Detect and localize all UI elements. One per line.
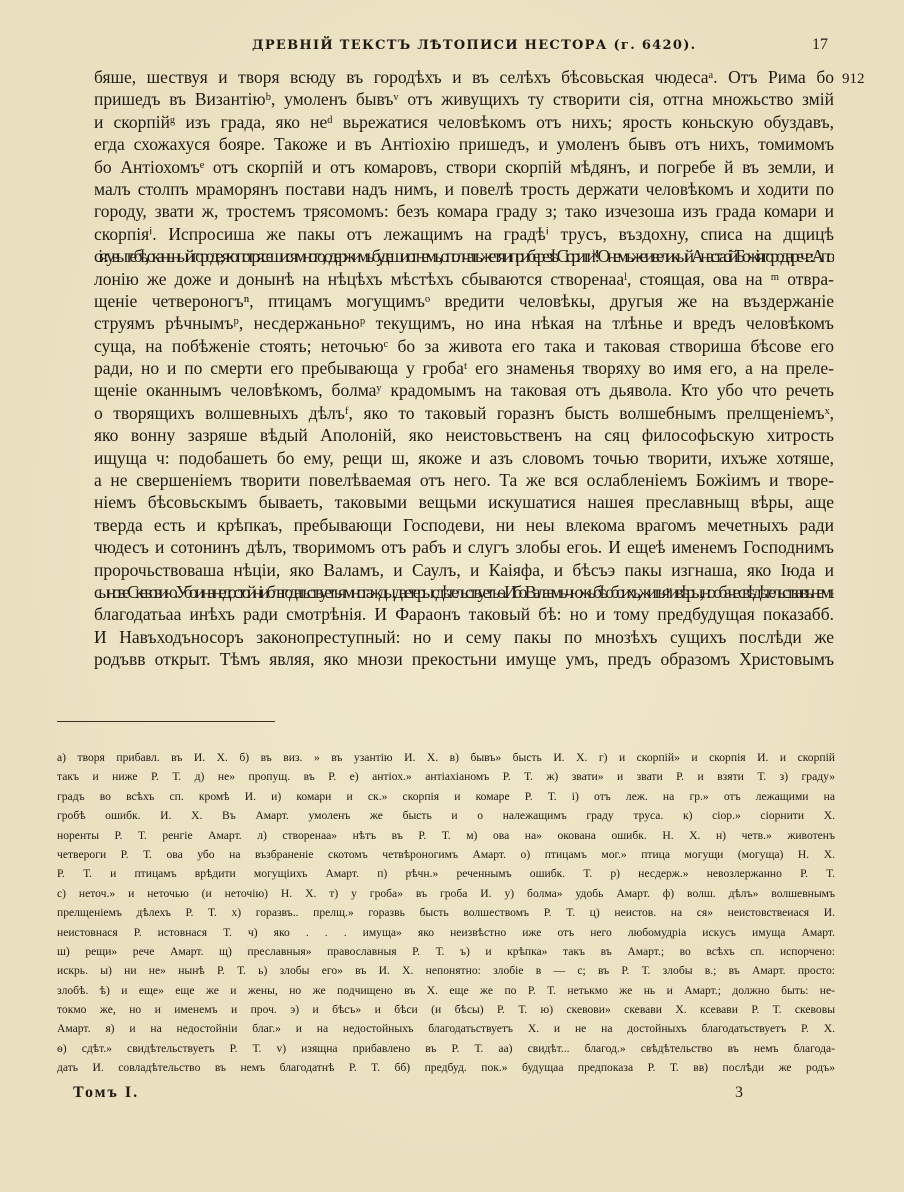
- text-line: тверда есть и крѣпкаъ, пребывающи Господеви, ни неы влекома врагомъ мечетныхъ ради: [94, 514, 834, 535]
- footnote-rule: [57, 721, 275, 722]
- page-footer: [57, 1084, 835, 1108]
- text-line: и скорпійᵍ изъ града, яко неᵈ вьрежатися человѣкомъ отъ нихъ; ярость коньскую обуздавъ,: [94, 111, 834, 132]
- signature-mark: 3: [735, 1084, 743, 1101]
- text-line: а не свершеніемъ творити повелѣваемая отъ него. Та же вся ослабленіемъ Божіимъ и творе-: [94, 470, 834, 491]
- footnote-line: токмо же, но и именемъ и проч. э) и бѣсъ» и бѣси (и бѣсы) Р. Т. ю) скевови» скевави Х. ксевави Р. Т. скевовы: [57, 1003, 835, 1017]
- text-line: о творящихъ волшевныхъ дѣлъᶠ, яко то таковый горазнъ бысть волшебнымъ прелщеніемъˣ,: [94, 402, 834, 423]
- text-line: щеніе оканнымъ человѣкомъ, болмаʸ крадомымъ на таковая отъ дьявола. Кто убо что речеть: [94, 380, 834, 401]
- text-line: скорпіяⁱ. Испросиша же пакы отъ лежащимъ на градѣⁱ трусъ, въздохну, списа на дщицѣ: [94, 223, 834, 244]
- footnote-line: четвероги Р. Т. ова убо на възбраненіе скотомъ четвѣроногимъ Амарт. о) птицамъ мог.» птица могущи (могуща) Н. Х.: [57, 847, 835, 861]
- footnote-line: норенты Р. Т. ренгіе Амарт. л) створенаа» нѣтъ въ Р. Т. м) ова на» окована ошибк. Н. Х. н) четв.» животенъ: [57, 828, 835, 842]
- footnote-line: ѳ) сдѣт.» свидѣтельствуетъ Р. Т. v) изящна прибавлено въ Р. Т. аа) свидѣт... благод.» свѣдѣтельство въ немъ благода-: [57, 1041, 835, 1055]
- footnote-line: а) творя прибавл. въ И. Х. б) въ виз. » въ узантію И. Х. в) бывъ» бысть И. Х. г) и скорпій» и скорпія И. и скорпій: [57, 751, 835, 764]
- footnote-line: Амарт. я) и на недостойніи благ.» и на недостойныхъ благодатьствуетъ Х. и не на достойныхъ благодатьствуетъ Р. Х.: [57, 1022, 835, 1036]
- footnote-line: градъ во всѣхъ сп. кромѣ И. и) комари и ск.» скорпія и комаре Р. Т. і) отъ леж. на гр.» отъ лежащими на: [57, 789, 835, 803]
- text-line: благодатьаа инѣхъ ради смотрѣнія. И Фараонъ таковый бѣ: но и тому предбудущая показабб.: [94, 604, 834, 625]
- footnote-line: с) неточ.» и неточью (и неточію) Н. Х. т) у гроба» въ гроба И. у) болма» удобь Амарт. ф) волш. дѣлъ» волшевнымъ: [57, 886, 835, 900]
- text-line: лонію же доже и донынѣ на нѣцѣхъ мѣстѣхъ сбываются створенааˡ, стоящая, ова на ᵐ отвра-: [94, 268, 834, 289]
- footnote-line: злобѣ. ѣ) и еще» еще же и жены, но же подчищено въ Х. еще же по Р. Т. нетькмо же нь и Амарт.; должно быть: не-: [57, 983, 835, 997]
- text-line: струямъ рѣчнымъᵖ, несдержаньноᵖ текущимъ, но ина нѣкая на тлѣнье и вредъ человѣкомъ: [94, 313, 834, 334]
- text-line: суща, на побѣженіе стоять; неточьюᶜ бо за живота его така и таковая створиша бѣсове его: [94, 335, 834, 356]
- footnote-line: такъ и ниже Р. Т. д) не» пропущ. въ Р. е) антіох.» антіахіаномъ Р. Т. ж) звати» и звати Р. и взяти Т. з) граду»: [57, 770, 835, 784]
- footnote-line: гробѣ ошибк. И. Х. Въ Амарт. умоленъ же бысть и о належащимъ граду труса. к) сіор.» сіорнити Х.: [57, 809, 835, 823]
- text-line: пророчьствоваша нѣціи, яко Валамъ, и Саулъ, и Каіяфа, и бѣсъэ пакы изгнаша, яко Іюда и: [94, 559, 834, 580]
- main-text-block: [94, 66, 834, 716]
- text-line: сынове Скевовию. Убо и на недостойніи благодатьствуетъя многажды, да етеры сдѣтельствуетъ ѳ. Ибо Валаамъ чюжь бѣ обоихъ, житьяᵛ и вѣры, но обаче свѣдѣтельства въ немъ: [94, 581, 834, 602]
- text-line: городу, звати ж, тростемъ трясомомъ: безъ комара граду з; тако изчезоша изъ града комари и: [94, 201, 834, 222]
- text-line: щеніе четвероногъⁿ, птицамъ могущимъᵒ вредити человѣкы, другыя же на въздержаніе: [94, 290, 834, 311]
- text-line: малъ столпъ мраморянъ постави надъ нимъ, и повелѣ трость держати человѣкомъ и ходити по: [94, 178, 834, 199]
- text-line: ніемъ бѣсовьскымъ бываеть, таковыми вещьми искушатися нашея преславныщ вѣры, аще: [94, 492, 834, 513]
- text-line: родъвв открыт. Тѣмъ являя, яко мнози прекостьни имуще умъ, предъ образомъ Христовымъ: [94, 649, 834, 670]
- footnote-line: дать И. совладѣтельство въ немъ благодатнѣ Р. Т. бб) предбуд. пок.» будущаа предпоказа Р. Т. вв) послѣди же родъ»: [57, 1061, 835, 1075]
- footnote-line: ш) рещи» рече Амарт. щ) преславныя» православныя Р. Т. ъ) и крѣпка» такъ въ Амарт.; во всѣхъ сп. испорчено:: [57, 944, 835, 958]
- text-line: бяше, шествуя и творя всюду въ городѣхъ и въ селѣхъ бѣсовьская чюдесаᵃ. Отъ Рима бо: [94, 67, 834, 87]
- footnotes-block: [57, 748, 835, 1078]
- text-line: ради, но и по смерти его пребывающа у гробаᵗ его знаменья творяху во имя его, а на преле-: [94, 358, 834, 379]
- page-number: 17: [812, 36, 828, 53]
- footnote-line: неистовнася Р. истовнася Т. ч) яко . . . имуща» яко неизвѣстно иже отъ него любомудріа искусъ имуща Амарт.: [57, 925, 835, 939]
- running-head: ДРЕВНІЙ ТЕКСТЪ ЛѢТОПИСИ НЕСТОРА (г. 6420).: [252, 38, 697, 53]
- text-line: бо Антіохомъᵉ отъ скорпій и отъ комаровъ, створи скорпій мѣдянъ, и погребе й въ земли, и: [94, 156, 834, 177]
- text-line: ищуща ч: подобашеть бо ему, рещи ш, якоже и азъ словомъ точью творити, ихъже хотяше,: [94, 447, 834, 468]
- text-line: И Навъходъносоръ законопреступный: но и сему пакы по мнозѣхъ сущихъ послѣди же: [94, 626, 834, 647]
- footnote-line: прелщеніемъ дѣлехъ Р. Т. х) горазвъ.. прелщ.» горазвь бысть волшествомъ Р. Т. ц) неистов. на ся» неистовствеиася И.: [57, 906, 835, 920]
- text-line: сія: увы тебѣ, оканьный городе, яко потрясешися много, одержимъ будеши огнемъ, ополчать же тя и при березѣ Сіоритиᵏ! О немъ же и великый Анастасій Божія города рече: Апо-: [94, 246, 834, 267]
- text-line: егда схожахуся бояре. Такоже и въ Антіохію пришедъ, и умоленъ бывъ отъ нихъ, томимомъ: [94, 134, 834, 155]
- volume-label: Томъ I.: [73, 1084, 140, 1101]
- text-line: чюдесъ и сотонинъ дѣлъ, творимомъ отъ рабъ и слугъ злобы егоь. И ещеѣ именемъ Господнимъ: [94, 537, 834, 558]
- footnote-line: искрь. ы) ни не» нынѣ Р. Т. ь) злобы его» въ И. Х. непонятно: злобіе в — с; въ Р. Т. злобы в.; въ Амарт. просто:: [57, 964, 835, 978]
- text-line: пришедъ въ Византіюᵇ, умоленъ бывъᵛ отъ живущихъ ту створити сія, отгна множьство змій: [94, 89, 834, 110]
- footnote-line: Р. Т. и птицамъ врѣдити могущіихъ Амарт. п) рѣчн.» реченнымъ ошибк. Т. р) несдерж.» невозлержанно Р. Т.: [57, 867, 835, 881]
- page-header: [96, 36, 836, 58]
- margin-year: 912: [842, 71, 865, 87]
- text-line: яко вонну зазряше вѣдый Аполоній, яко неистовьственъ на сяц философьскую хитрость: [94, 425, 834, 446]
